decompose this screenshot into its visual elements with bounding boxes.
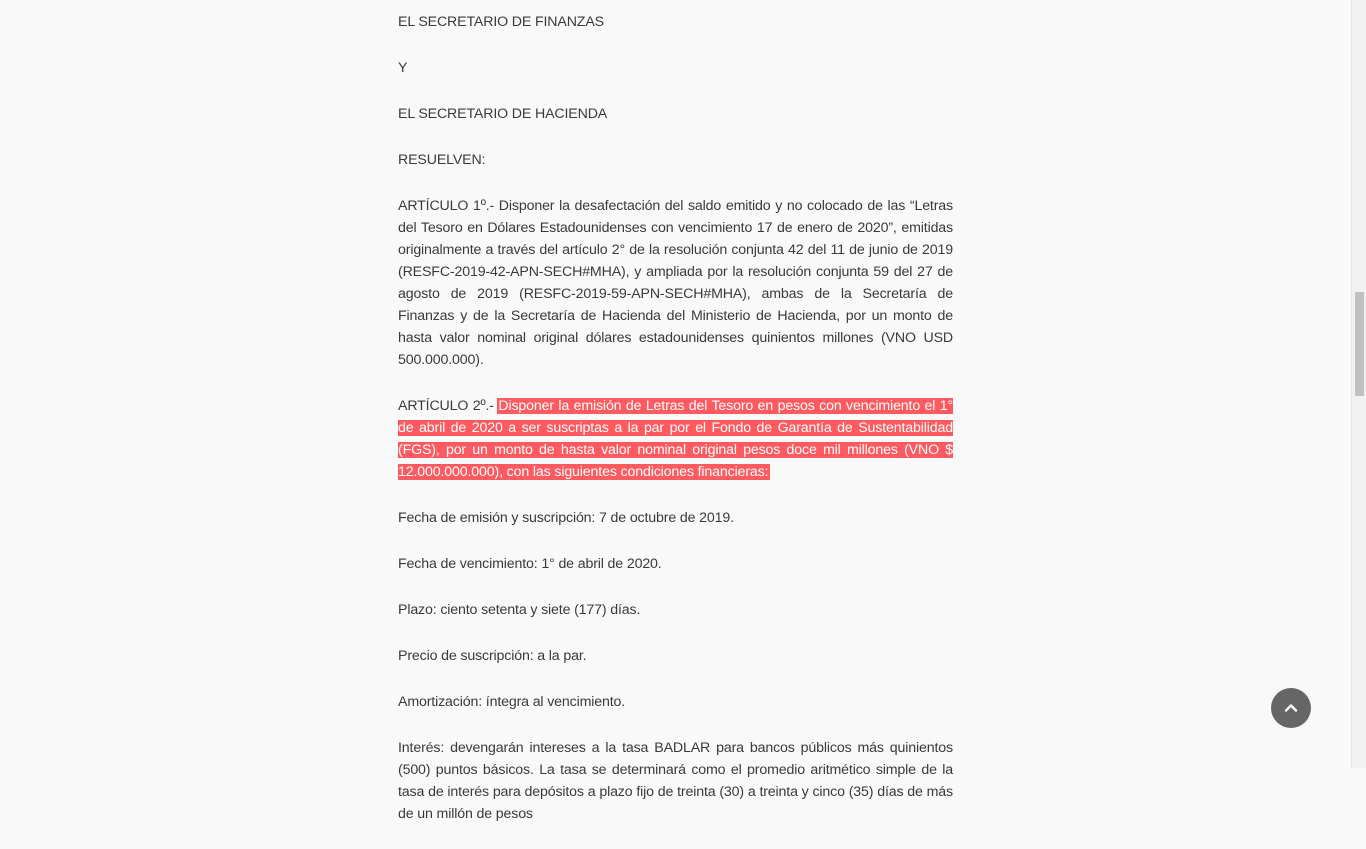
- interes: Interés: devengarán intereses a la tasa BADLAR para bancos públicos más quinientos (500) puntos básicos. La tasa se determinará como el promedio aritmético simple de la tasa de interés para depósitos a plazo fijo de treinta (30) a treinta y cinco (35) días de más de un millón de pesos: [398, 740, 953, 822]
- line-secretario-finanzas: EL SECRETARIO DE FINANZAS: [398, 14, 604, 30]
- document-body: [398, 11, 953, 849]
- plazo: Plazo: ciento setenta y siete (177) días.: [398, 602, 641, 618]
- articulo-1: ARTÍCULO 1º.- Disponer la desafectación del saldo emitido y no colocado de las “Letras del Tesoro en Dólares Estadounidenses con vencimiento 17 de enero de 2020”, emitidas originalmente a través del artículo 2° de la resolución conjunta 42 del 11 de junio de 2019 (RESFC-2019-42-APN-SECH#MHA), y ampliada por la resolución conjunta 59 del 27 de agosto de 2019 (RESFC-2019-59-APN-SECH#MHA), ambas de la Secretaría de Finanzas y de la Secretaría de Hacienda del Ministerio de Hacienda, por un monto de hasta valor nominal original dólares estadounidenses quinientos millones (VNO USD 500.000.000).: [398, 198, 953, 368]
- chevron-up-icon: [1284, 701, 1298, 715]
- articulo-2: [398, 395, 953, 483]
- scrollbar-thumb[interactable]: [1355, 292, 1364, 396]
- line-y: Y: [398, 60, 408, 76]
- articulo-2-highlighted-text[interactable]: Disponer la emisión de Letras del Tesoro en pesos con vencimiento el 1° de abril de 2020 a ser suscriptas a la par por el Fondo de Garantía de Sustentabilidad (FGS), por un monto de hasta valor nominal original pesos doce mil millones (VNO $ 12.000.000.000), con las siguientes condiciones financieras:: [398, 398, 954, 480]
- fecha-emision: Fecha de emisión y suscripción: 7 de octubre de 2019.: [398, 510, 734, 526]
- vertical-scrollbar[interactable]: [1351, 0, 1366, 768]
- precio-suscripcion: Precio de suscripción: a la par.: [398, 648, 587, 664]
- back-to-top-button[interactable]: [1271, 688, 1311, 728]
- line-secretario-hacienda: EL SECRETARIO DE HACIENDA: [398, 106, 608, 122]
- fecha-vencimiento: Fecha de vencimiento: 1° de abril de 2020.: [398, 556, 662, 572]
- articulo-2-prefix: ARTÍCULO 2º.-: [398, 398, 499, 414]
- line-resuelven: RESUELVEN:: [398, 152, 486, 168]
- amortizacion: Amortización: íntegra al vencimiento.: [398, 694, 626, 710]
